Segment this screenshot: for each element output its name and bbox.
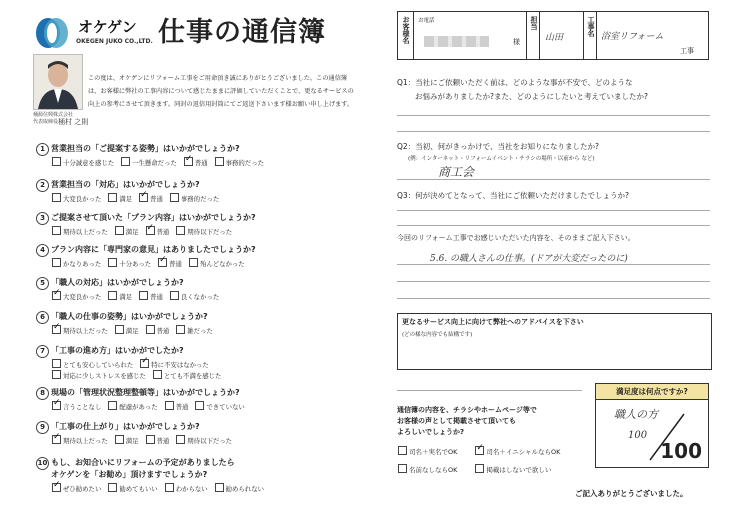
checkbox-option[interactable] bbox=[52, 359, 133, 369]
checkbox-option[interactable] bbox=[158, 258, 182, 268]
question-1 bbox=[36, 143, 356, 173]
checkbox-option[interactable] bbox=[146, 435, 170, 445]
advice-box bbox=[397, 313, 712, 370]
option-label: 十分誠意を感じた bbox=[63, 159, 115, 167]
question-options bbox=[52, 258, 252, 268]
option-label: 普通 bbox=[156, 327, 170, 335]
answer-line bbox=[397, 115, 710, 116]
option-label: とても安心していられた bbox=[63, 361, 134, 369]
checkbox-option[interactable] bbox=[52, 401, 101, 411]
option-label: 満足 bbox=[125, 327, 139, 335]
question-number: 8 bbox=[36, 387, 49, 400]
checkbox-option[interactable] bbox=[165, 401, 189, 411]
work-value: 浴室リフォーム bbox=[601, 32, 664, 42]
answer-line bbox=[397, 131, 710, 132]
checkbox-option[interactable] bbox=[52, 370, 146, 380]
question-number: 3 bbox=[36, 212, 49, 225]
question-options bbox=[52, 193, 226, 203]
checkbox[interactable] bbox=[158, 258, 167, 267]
satisfaction-note: 職人の方 bbox=[614, 408, 658, 421]
checkbox-option[interactable] bbox=[52, 157, 114, 167]
checkbox-option[interactable] bbox=[398, 446, 457, 456]
checkbox[interactable] bbox=[176, 325, 185, 334]
answer-line bbox=[397, 225, 710, 226]
checkbox[interactable] bbox=[139, 193, 148, 202]
q1-text: Q1：当社にご依頼いただく前は、どのような事が不安で、どのような bbox=[397, 78, 633, 87]
option-label: 良くなかった bbox=[180, 293, 220, 301]
option-label: 普通 bbox=[156, 228, 170, 236]
option-label: 満足 bbox=[119, 195, 133, 203]
option-label: わからない bbox=[175, 485, 208, 493]
option-label: 言うことなし bbox=[63, 403, 102, 411]
question-text: プラン内容に「専門家の意見」はありましたでしょうか? bbox=[51, 245, 256, 254]
checkbox[interactable] bbox=[475, 464, 484, 473]
question-number: 9 bbox=[36, 421, 49, 434]
option-label: 普通 bbox=[175, 403, 189, 411]
checkbox-option[interactable] bbox=[170, 193, 219, 203]
staff-label: 担当 bbox=[530, 16, 538, 30]
option-label: とても不満を感じた bbox=[163, 372, 222, 380]
question-number: 5 bbox=[36, 277, 49, 290]
checkbox[interactable] bbox=[115, 435, 124, 444]
question-options bbox=[52, 401, 252, 411]
checkbox[interactable] bbox=[215, 483, 224, 492]
answer-line bbox=[397, 281, 710, 282]
question-options bbox=[52, 370, 228, 380]
option-label: 名前なしならOK bbox=[409, 466, 458, 474]
question-2 bbox=[36, 179, 356, 209]
option-label: 期待以下だった bbox=[187, 437, 233, 445]
checkbox-option[interactable] bbox=[115, 435, 139, 445]
checkbox[interactable] bbox=[195, 401, 204, 410]
option-label: 事務的だった bbox=[180, 195, 220, 203]
sama-label: 様 bbox=[513, 38, 520, 46]
checkbox[interactable] bbox=[52, 483, 61, 492]
option-label: 掲載はしないで欲しい bbox=[486, 466, 552, 474]
company-name: 桶源住興株式会社 bbox=[33, 112, 74, 118]
satisfaction-note-2: 100 bbox=[628, 430, 648, 441]
checkbox-option[interactable] bbox=[108, 193, 132, 203]
q2-example: (例：インターネット・リフォームイベント・チラシの場所・以前から など) bbox=[408, 156, 595, 162]
checkbox[interactable] bbox=[146, 325, 155, 334]
checkbox-option[interactable] bbox=[140, 359, 209, 369]
checkbox-option[interactable] bbox=[176, 435, 232, 445]
question-number: 1 bbox=[36, 143, 49, 156]
checkbox[interactable] bbox=[139, 291, 148, 300]
checkbox-option[interactable] bbox=[139, 291, 163, 301]
checkbox-option[interactable] bbox=[52, 483, 101, 493]
question-5 bbox=[36, 277, 356, 307]
checkbox-option[interactable] bbox=[165, 483, 208, 493]
impression-prompt: 今回のリフォーム工事でお感じいただいた内容を、そのままご記入下さい。 bbox=[397, 234, 635, 242]
checkbox[interactable] bbox=[52, 370, 61, 379]
president-photo bbox=[33, 54, 83, 110]
question-8 bbox=[36, 387, 356, 417]
checkbox-option[interactable] bbox=[115, 325, 139, 335]
option-label: 勧めてもいい bbox=[119, 485, 158, 493]
answer-line bbox=[397, 390, 582, 391]
checkbox[interactable] bbox=[52, 226, 61, 235]
satisfaction-box bbox=[595, 383, 709, 468]
question-6 bbox=[36, 311, 356, 341]
checkbox[interactable] bbox=[146, 226, 155, 235]
checkbox[interactable] bbox=[170, 193, 179, 202]
checkbox-option[interactable] bbox=[153, 370, 222, 380]
question-7 bbox=[36, 345, 356, 380]
question-options bbox=[52, 226, 239, 236]
question-number: 4 bbox=[36, 244, 49, 257]
option-label: 雑だった bbox=[187, 327, 213, 335]
question-options bbox=[52, 483, 271, 493]
question-options bbox=[52, 435, 239, 445]
checkbox-option[interactable] bbox=[52, 226, 108, 236]
checkbox-option[interactable] bbox=[215, 483, 264, 493]
checkbox-option[interactable] bbox=[184, 157, 208, 167]
question-number: 10 bbox=[36, 457, 49, 470]
checkbox[interactable] bbox=[52, 157, 61, 166]
president-name: 桶村 之則 bbox=[58, 118, 89, 126]
option-label: できていない bbox=[206, 403, 245, 411]
staff-value: 山田 bbox=[545, 33, 564, 43]
checkbox[interactable] bbox=[108, 291, 117, 300]
checkbox[interactable] bbox=[146, 435, 155, 444]
q1-text-2: お悩みがありましたか?また、どのようにしたいと考えていましたか? bbox=[415, 92, 648, 101]
option-label: 普通 bbox=[150, 195, 163, 203]
checkbox[interactable] bbox=[165, 483, 174, 492]
checkbox-option[interactable] bbox=[215, 157, 264, 167]
page-title: 仕事の通信簿 bbox=[158, 17, 326, 48]
checkbox-option[interactable] bbox=[115, 226, 139, 236]
option-label: 普通 bbox=[150, 293, 163, 301]
checkbox-option[interactable] bbox=[475, 446, 560, 456]
question-text: 「工事の仕上がり」はいかがでしょうか? bbox=[51, 422, 200, 431]
question-text: 「職人の仕事の姿勢」はいかがでしょうか? bbox=[51, 312, 208, 321]
checkbox-option[interactable] bbox=[108, 483, 157, 493]
checkbox[interactable] bbox=[189, 258, 198, 267]
option-label: 特に不安はなかった bbox=[151, 361, 209, 369]
checkbox-option[interactable] bbox=[52, 193, 101, 203]
option-label: 司名＋実名でOK bbox=[409, 448, 458, 456]
checkbox-option[interactable] bbox=[176, 325, 213, 335]
checkbox[interactable] bbox=[115, 226, 124, 235]
q3-text: Q3：何が決めてとなって、当社にご依頼いただけましたでしょうか? bbox=[397, 191, 630, 200]
option-label: 大変良かった bbox=[63, 293, 102, 301]
satisfaction-title: 満足度は何点ですか? bbox=[596, 384, 708, 400]
question-text: 「職人の対応」はいかがでしょうか? bbox=[51, 278, 184, 287]
option-label: 一生懸命だった bbox=[132, 159, 177, 167]
checkbox-option[interactable] bbox=[146, 226, 170, 236]
question-10 bbox=[36, 457, 356, 505]
checkbox[interactable] bbox=[108, 483, 117, 492]
question-text: 営業担当の「対応」はいかがでしょうか? bbox=[51, 180, 200, 189]
brand-name-en: OKEGEN JUKO CO.,LTD. bbox=[76, 38, 153, 45]
work-suffix: 工事 bbox=[680, 47, 694, 55]
checkbox[interactable] bbox=[170, 291, 179, 300]
satisfaction-score: 100 bbox=[660, 439, 702, 463]
option-label: ぜひ勧めたい bbox=[63, 485, 102, 493]
publish-options-row bbox=[398, 464, 569, 474]
option-label: 対応に少しストレスを感じた bbox=[63, 372, 146, 380]
option-label: 十分あった bbox=[119, 260, 152, 268]
option-label: 事務的だった bbox=[225, 159, 264, 167]
customer-header bbox=[397, 11, 709, 60]
publish-line-1: 通信簿の内容を、チラシやホームページ等で bbox=[397, 406, 537, 414]
thanks-text: ご記入ありがとうございました。 bbox=[575, 489, 688, 498]
checkbox[interactable] bbox=[140, 359, 149, 368]
option-label: 普通 bbox=[194, 159, 208, 167]
question-3 bbox=[36, 212, 356, 242]
option-label: 大変良かった bbox=[63, 195, 102, 203]
checkbox[interactable] bbox=[121, 157, 130, 166]
checkbox-option[interactable] bbox=[176, 226, 232, 236]
question-number: 2 bbox=[36, 179, 49, 192]
question-text: 「工事の進め方」はいかがでしたか? bbox=[51, 346, 184, 355]
checkbox-option[interactable] bbox=[108, 401, 157, 411]
checkbox-option[interactable] bbox=[52, 325, 108, 335]
answer-line bbox=[397, 264, 710, 265]
checkbox[interactable] bbox=[108, 258, 117, 267]
checkbox[interactable] bbox=[184, 157, 193, 166]
advice-sub: (どの様な内容でも結構です) bbox=[402, 332, 473, 338]
publish-options-row bbox=[398, 446, 578, 456]
checkbox-option[interactable] bbox=[52, 258, 101, 268]
answer-line bbox=[397, 298, 710, 299]
checkbox-option[interactable] bbox=[170, 291, 219, 301]
option-label: 期待以上だった bbox=[63, 228, 108, 236]
checkbox[interactable] bbox=[398, 446, 407, 455]
checkbox[interactable] bbox=[115, 325, 124, 334]
question-options bbox=[52, 157, 271, 167]
advice-title: 更なるサービス向上に向けて弊社へのアドバイスを下さい bbox=[402, 318, 584, 326]
question-4 bbox=[36, 244, 356, 274]
question-number: 7 bbox=[36, 345, 49, 358]
checkbox[interactable] bbox=[475, 446, 484, 455]
checkbox-option[interactable] bbox=[398, 464, 457, 474]
phone-label: お電話 bbox=[418, 18, 435, 24]
checkbox[interactable] bbox=[108, 401, 117, 410]
option-label: 期待以上だった bbox=[63, 327, 108, 335]
checkbox-option[interactable] bbox=[146, 325, 170, 335]
customer-label: お客様名 bbox=[402, 16, 410, 44]
publish-line-3: よろしいでしょうか? bbox=[397, 428, 465, 436]
checkbox[interactable] bbox=[52, 435, 61, 444]
brand-name: オケゲン bbox=[78, 18, 137, 36]
checkbox[interactable] bbox=[176, 226, 185, 235]
checkbox-option[interactable] bbox=[139, 193, 163, 203]
answer-line bbox=[397, 210, 710, 211]
brand-logo-icon bbox=[34, 16, 74, 50]
intro-text: この度は、オケゲンにリフォーム工事をご用命頂き誠にありがとうございました。この通信簿は、お客様に弊社の工事内容について感じたままに評価していただくことで、更なるサービスの向上の参考にさせて頂きます。同封の返信用封筒にてご返送下さいます様お願い申し上げます。 bbox=[88, 75, 354, 108]
option-label: 期待以下だった bbox=[187, 228, 233, 236]
checkbox-option[interactable] bbox=[195, 401, 244, 411]
checkbox-option[interactable] bbox=[189, 258, 245, 268]
question-options bbox=[52, 325, 220, 335]
checkbox[interactable] bbox=[165, 401, 174, 410]
option-label: 満足 bbox=[119, 293, 133, 301]
question-text: 営業担当の「ご提案する姿勢」はいかがでしょうか? bbox=[51, 144, 240, 153]
option-label: 殆んどなかった bbox=[199, 260, 245, 268]
checkbox[interactable] bbox=[52, 325, 61, 334]
option-label: 満足 bbox=[125, 437, 139, 445]
q2-answer: 商工会 bbox=[438, 165, 475, 179]
checkbox[interactable] bbox=[215, 157, 224, 166]
impression-answer: 5.6. の職人さんの仕事。(ドアが大変だったのに) bbox=[430, 254, 628, 264]
question-9 bbox=[36, 421, 356, 451]
option-label: 配慮があった bbox=[119, 403, 158, 411]
checkbox[interactable] bbox=[108, 193, 117, 202]
checkbox[interactable] bbox=[398, 464, 407, 473]
checkbox[interactable] bbox=[153, 370, 162, 379]
publish-line-2: お客様の声として掲載させて頂いても bbox=[397, 417, 516, 425]
q2-text: Q2：当初、何がきっかけで、当社をお知りになりましたか? bbox=[397, 142, 600, 151]
checkbox[interactable] bbox=[52, 291, 61, 300]
question-text: ご提案させて頂いた「プラン内容」はいかがでしょうか? bbox=[51, 213, 256, 222]
checkbox[interactable] bbox=[52, 401, 61, 410]
question-number: 6 bbox=[36, 311, 49, 324]
checkbox[interactable] bbox=[176, 435, 185, 444]
checkbox-option[interactable] bbox=[108, 291, 132, 301]
checkbox-option[interactable] bbox=[52, 291, 101, 301]
question-text: もし、お知合いにリフォームの予定がありましたら bbox=[51, 458, 235, 467]
question-text: 現場の「管理状況整理整頓等」はいかがでしょうか? bbox=[51, 388, 240, 397]
checkbox[interactable] bbox=[52, 258, 61, 267]
question-options bbox=[52, 359, 216, 369]
work-label: 工事名 bbox=[587, 16, 595, 37]
checkbox[interactable] bbox=[52, 193, 61, 202]
checkbox-option[interactable] bbox=[52, 435, 108, 445]
question-text: オケゲンを「お勧め」頂けますでしょうか? bbox=[51, 470, 208, 479]
president-role: 代表取締役 bbox=[33, 119, 59, 125]
option-label: 普通 bbox=[169, 260, 182, 268]
answer-line bbox=[397, 179, 710, 180]
option-label: かなりあった bbox=[63, 260, 102, 268]
checkbox-option[interactable] bbox=[108, 258, 151, 268]
option-label: 期待以上だった bbox=[63, 437, 108, 445]
option-label: 司名＋イニシャルならOK bbox=[486, 448, 561, 456]
checkbox[interactable] bbox=[52, 359, 61, 368]
option-label: 満足 bbox=[125, 228, 139, 236]
option-label: 勧められない bbox=[225, 485, 264, 493]
checkbox-option[interactable] bbox=[121, 157, 177, 167]
option-label: 普通 bbox=[156, 437, 170, 445]
redacted-name bbox=[424, 36, 489, 47]
checkbox-option[interactable] bbox=[475, 464, 551, 474]
question-options bbox=[52, 291, 226, 301]
